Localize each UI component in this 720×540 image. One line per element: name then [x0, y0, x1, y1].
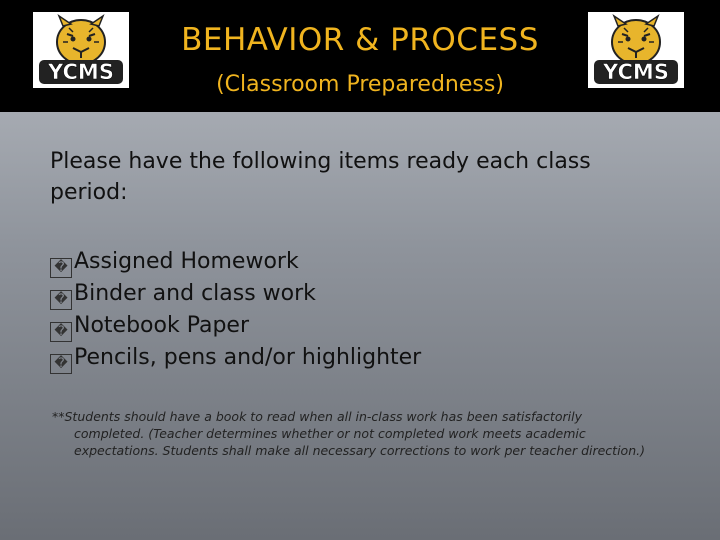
intro-text: Please have the following items ready each class period: — [50, 149, 591, 205]
header-bar — [0, 0, 720, 112]
items-list — [50, 246, 421, 374]
bullet-box-icon: � — [50, 290, 72, 310]
bullet-box-icon: � — [50, 258, 72, 278]
logo-text-right: YCMS — [603, 60, 669, 84]
list-item-label: Binder and class work — [74, 281, 316, 306]
page-subtitle: (Classroom Preparedness) — [216, 72, 504, 97]
page-title: BEHAVIOR & PROCESS — [181, 22, 539, 58]
tiger-logo-icon — [588, 12, 684, 88]
list-item — [50, 278, 421, 310]
list-item — [50, 342, 421, 374]
list-item-label: Pencils, pens and/or highlighter — [74, 345, 422, 370]
footnote: **Students should have a book to read when all in-class work has been satisfactorily completed. (Teacher determines whether or not completed work meets academic expectations. Students shall make all necessary corrections to work per teacher direction.) — [52, 409, 645, 458]
bullet-box-icon: � — [50, 354, 72, 374]
list-item — [50, 310, 421, 342]
list-item-label: Assigned Homework — [74, 249, 299, 274]
list-item-label: Notebook Paper — [74, 313, 250, 338]
logo-text-left: YCMS — [48, 60, 114, 84]
ycms-logo-right — [588, 12, 684, 88]
bullet-box-icon: � — [50, 322, 72, 342]
list-item — [50, 246, 421, 278]
